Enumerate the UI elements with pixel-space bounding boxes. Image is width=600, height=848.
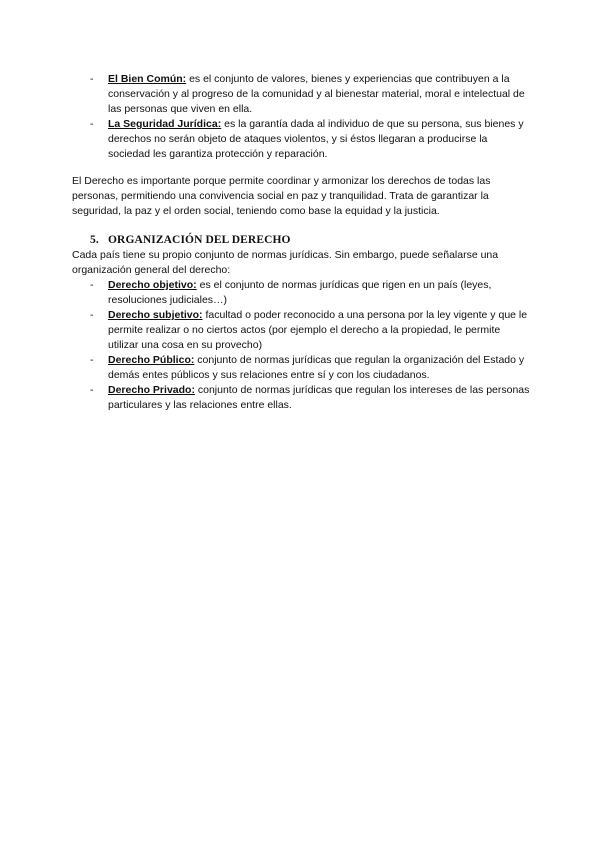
list-item-derecho-publico xyxy=(90,353,530,383)
list-dash: - xyxy=(90,279,94,291)
list-dash: - xyxy=(90,354,94,366)
section-number: 5. xyxy=(90,234,99,246)
definition-bien-comun: es el conjunto de valores, bienes y experiencias que contribuyen a la conservación y al progreso de la comunidad y al bienestar material, moral e intelectual de las personas que viven en ella. xyxy=(108,73,525,115)
list-dash: - xyxy=(90,73,94,85)
term-derecho-subjetivo: Derecho subjetivo: xyxy=(108,309,203,321)
term-derecho-publico: Derecho Público: xyxy=(108,354,195,366)
term-bien-comun: El Bien Común: xyxy=(108,73,187,85)
law-organization-list xyxy=(90,278,530,413)
list-item-derecho-privado xyxy=(90,383,530,413)
list-dash: - xyxy=(90,384,94,396)
term-seguridad-juridica: La Seguridad Jurídica: xyxy=(108,118,222,130)
definition-derecho-privado: conjunto de normas jurídicas que regulan los intereses de las personas particulares y las relaciones entre ellas. xyxy=(108,384,530,411)
list-dash: - xyxy=(90,309,94,321)
list-item-seguridad-juridica xyxy=(90,117,530,162)
term-derecho-privado: Derecho Privado: xyxy=(108,384,195,396)
values-definitions-list xyxy=(90,72,530,162)
section-title: ORGANIZACIÓN DEL DERECHO xyxy=(108,234,291,246)
definition-derecho-objetivo: es el conjunto de normas jurídicas que rigen en un país (leyes, resoluciones judiciales…) xyxy=(108,279,492,306)
term-derecho-objetivo: Derecho objetivo: xyxy=(108,279,197,291)
importance-paragraph: El Derecho es importante porque permite coordinar y armonizar los derechos de todas las personas, permitiendo una convivencia social en paz y tranquilidad. Trata de garantizar la seguridad, la paz y el orden social, teniendo como base la equidad y la justicia. xyxy=(72,175,491,217)
list-dash: - xyxy=(90,118,94,130)
section-heading xyxy=(90,233,291,248)
organization-intro-paragraph: Cada país tiene su propio conjunto de normas jurídicas. Sin embargo, puede señalarse una organización general del derecho: xyxy=(72,249,499,276)
list-item-bien-comun xyxy=(90,72,530,117)
list-item-derecho-subjetivo xyxy=(90,308,530,353)
list-item-derecho-objetivo xyxy=(90,278,530,308)
definition-seguridad-juridica: es la garantía dada al individuo de que su persona, sus bienes y derechos no serán objeto de ataques violentos, y si éstos llegaran a producirse la sociedad les garantiza protección y reparación. xyxy=(108,118,524,160)
definition-derecho-publico: conjunto de normas jurídicas que regulan la organización del Estado y demás entes públicos y sus relaciones entre sí y con los ciudadanos. xyxy=(108,354,525,381)
definition-derecho-subjetivo: facultad o poder reconocido a una persona por la ley vigente y que le permite realizar o no ciertos actos (por ejemplo el derecho a la propiedad, le permite utilizar una cosa en su provecho) xyxy=(108,309,528,351)
